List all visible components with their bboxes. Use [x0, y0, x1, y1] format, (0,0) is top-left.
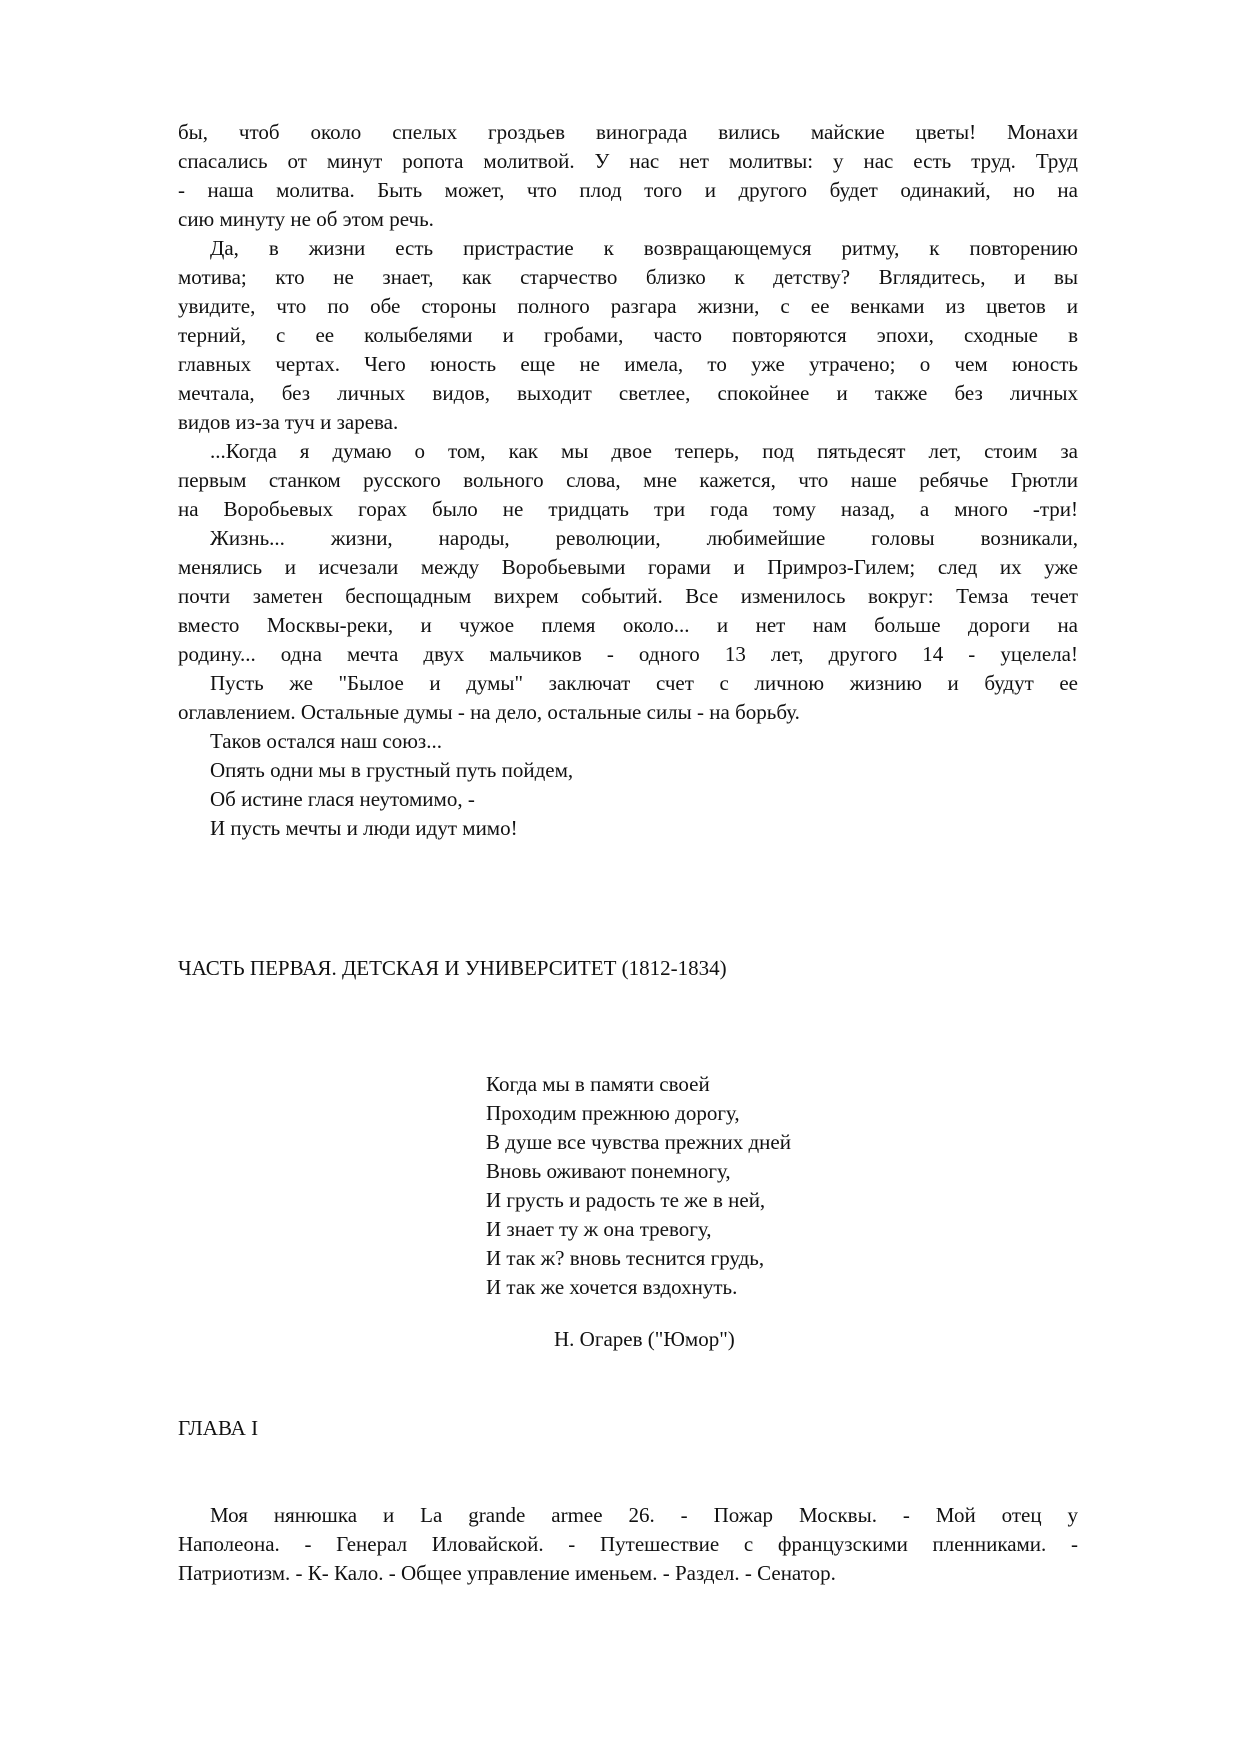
- text-line: видов из-за туч и зарева.: [178, 410, 399, 434]
- text-line: главных чертах. Чего юность еще не имела, то уже утрачено; о чем юность: [178, 352, 1078, 376]
- summary-line: Моя нянюшка и La grande armee 26. - Пожар Москвы. - Мой отец у: [210, 1503, 1078, 1527]
- epigraph-line: Когда мы в памяти своей: [486, 1072, 710, 1096]
- epigraph-line: Вновь оживают понемногу,: [486, 1159, 731, 1183]
- epigraph-author: Н. Огарев ("Юмор"): [554, 1327, 735, 1351]
- text-line: менялись и исчезали между Воробьевыми горами и Примроз-Гилем; след их уже: [178, 555, 1078, 579]
- text-line: оглавлением. Остальные думы - на дело, остальные силы - на борьбу.: [178, 700, 800, 724]
- text-line: Жизнь... жизни, народы, революции, любимейшие головы возникали,: [210, 526, 1078, 550]
- text-line: спасались от минут ропота молитвой. У нас нет молитвы: у нас есть труд. Труд: [178, 149, 1078, 173]
- epigraph-line: Проходим прежнюю дорогу,: [486, 1101, 740, 1125]
- text-line: Пусть же "Былое и думы" заключат счет с личною жизнию и будут ее: [210, 671, 1078, 695]
- summary-line: Патриотизм. - К- Кало. - Общее управление именьем. - Раздел. - Сенатор.: [178, 1561, 836, 1585]
- chapter-title: ГЛАВА I: [178, 1416, 259, 1440]
- epigraph-line: И грусть и радость те же в ней,: [486, 1188, 766, 1212]
- chapter-summary: [178, 1501, 1078, 1588]
- text-line: Таков остался наш союз...: [210, 729, 442, 753]
- text-line: Об истине глася неутомимо, -: [210, 787, 475, 811]
- text-line: сию минуту не об этом речь.: [178, 207, 434, 231]
- epigraph-line: И так же хочется вздохнуть.: [486, 1275, 738, 1299]
- text-line: родину... одна мечта двух мальчиков - одного 13 лет, другого 14 - уцелела!: [178, 642, 1078, 666]
- text-line: мотива; кто не знает, как старчество близко к детству? Вглядитесь, и вы: [178, 265, 1078, 289]
- text-line: И пусть мечты и люди идут мимо!: [210, 816, 518, 840]
- text-line: мечтала, без личных видов, выходит светлее, спокойнее и также без личных: [178, 381, 1078, 405]
- text-line: бы, чтоб около спелых гроздьев винограда вились майские цветы! Монахи: [178, 120, 1078, 144]
- text-line: почти заметен беспощадным вихрем событий. Все изменилось вокруг: Темза течет: [178, 584, 1078, 608]
- text-line: вместо Москвы-реки, и чужое племя около... и нет нам больше дороги на: [178, 613, 1078, 637]
- text-line: Да, в жизни есть пристрастие к возвращающемуся ритму, к повторению: [210, 236, 1078, 260]
- epigraph: [486, 1070, 906, 1302]
- summary-line: Наполеона. - Генерал Иловайской. - Путешествие с французскими пленниками. -: [178, 1532, 1078, 1556]
- part-title: ЧАСТЬ ПЕРВАЯ. ДЕТСКАЯ И УНИВЕРСИТЕТ (1812-1834): [178, 956, 727, 980]
- text-line: ...Когда я думаю о том, как мы двое теперь, под пятьдесят лет, стоим за: [210, 439, 1078, 463]
- text-line: увидите, что по обе стороны полного разгара жизни, с ее венками из цветов и: [178, 294, 1078, 318]
- text-line: на Воробьевых горах было не тридцать три года тому назад, а много -три!: [178, 497, 1078, 521]
- epigraph-line: И так ж? вновь теснится грудь,: [486, 1246, 765, 1270]
- epigraph-line: В душе все чувства прежних дней: [486, 1130, 791, 1154]
- text-line: - наша молитва. Быть может, что плод того и другого будет одинакий, но на: [178, 178, 1078, 202]
- epigraph-line: И знает ту ж она тревогу,: [486, 1217, 712, 1241]
- text-line: Опять одни мы в грустный путь пойдем,: [210, 758, 574, 782]
- intro-text: [178, 118, 1078, 843]
- text-line: терний, с ее колыбелями и гробами, часто повторяются эпохи, сходные в: [178, 323, 1078, 347]
- text-line: первым станком русского вольного слова, мне кажется, что наше ребячье Грютли: [178, 468, 1078, 492]
